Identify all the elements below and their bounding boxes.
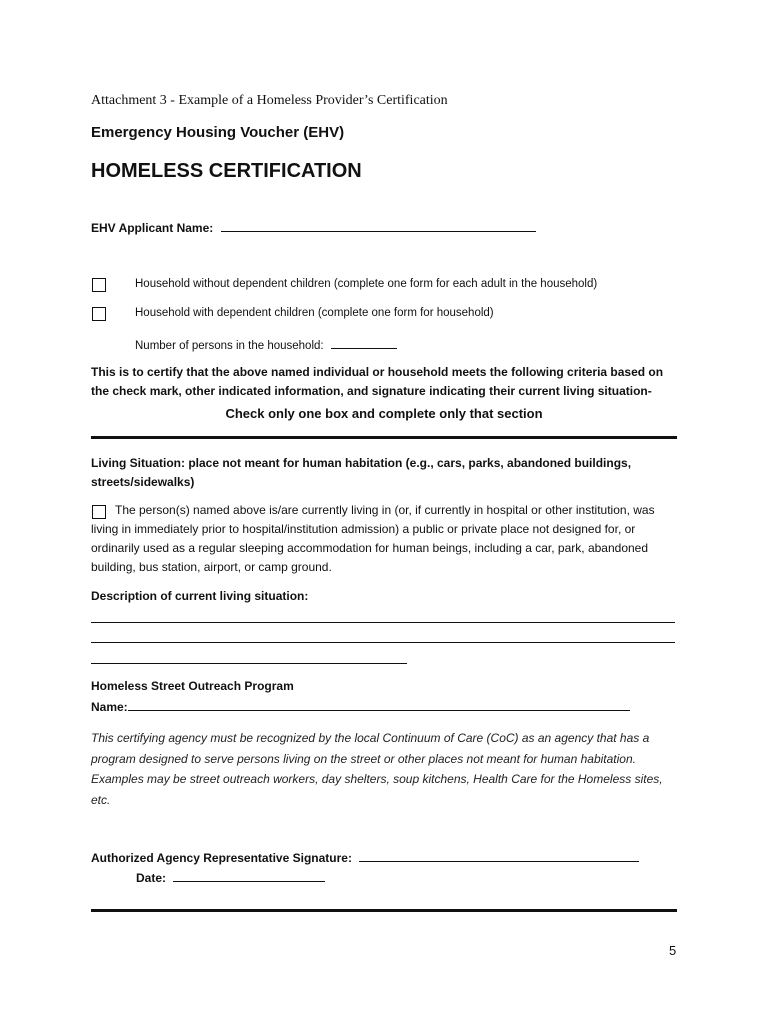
signature-field[interactable]: [359, 849, 639, 862]
section-divider-bottom: [91, 909, 677, 912]
living-situation-heading: Living Situation: place not meant for human habitation (e.g., cars, parks, abandoned buildings, streets/sidewalks): [91, 456, 632, 489]
applicant-name-field[interactable]: [221, 219, 536, 232]
outreach-name-row: [91, 698, 630, 714]
check-only-instruction: Check only one box and complete only that section: [225, 406, 543, 421]
form-title: HOMELESS CERTIFICATION: [91, 160, 362, 182]
description-line-2[interactable]: [91, 642, 675, 643]
description-label: Description of current living situation:: [91, 589, 309, 603]
date-label: Date:: [136, 871, 167, 885]
date-row: [136, 869, 325, 885]
living-situation-statement: The person(s) named above is/are currently living in (or, if currently in hospital or other institution, was living in immediately prior to hospital/institution admission) a public or private place not designed for, or ordinarily used as a regular sleeping accommodation for human beings, including a car, park, abandoned building, bus station, airport, or camp ground.: [91, 503, 655, 574]
applicant-name-row: [91, 219, 536, 235]
household-without-children-checkbox[interactable]: [92, 278, 106, 292]
persons-count-label: Number of persons in the household:: [135, 340, 324, 352]
form-subtitle: Emergency Housing Voucher (EHV): [91, 124, 345, 141]
signature-row: [91, 849, 639, 865]
applicant-name-label: EHV Applicant Name:: [91, 221, 214, 235]
certification-statement: This is to certify that the above named individual or household meets the following criteria based on the check mark, other indicated information, and signature indicating their current living situation-: [91, 365, 664, 398]
description-line-1[interactable]: [91, 622, 675, 623]
outreach-name-field[interactable]: [128, 698, 630, 711]
household-without-children-label: Household without dependent children (complete one form for each adult in the household): [135, 278, 598, 290]
agency-note: This certifying agency must be recognized by the local Continuum of Care (CoC) as an agency that has a program designed to serve persons living on the street or other places not meant for human habitation. Examples may be street outreach workers, day shelters, soup kitchens, Health Care for the Homeless sites, etc.: [91, 731, 663, 807]
outreach-name-label: Name:: [91, 700, 128, 714]
persons-count-row: [135, 336, 397, 352]
date-field[interactable]: [173, 869, 325, 882]
household-with-children-label: Household with dependent children (complete one form for household): [135, 307, 494, 319]
signature-label: Authorized Agency Representative Signature:: [91, 851, 352, 865]
household-with-children-checkbox[interactable]: [92, 307, 106, 321]
page-number: 5: [669, 943, 677, 958]
attachment-caption: Attachment 3 - Example of a Homeless Provider’s Certification: [91, 93, 448, 108]
persons-count-field[interactable]: [331, 336, 397, 349]
section-divider-top: [91, 436, 677, 439]
outreach-program-label: Homeless Street Outreach Program: [91, 679, 294, 693]
description-line-3[interactable]: [91, 663, 407, 664]
